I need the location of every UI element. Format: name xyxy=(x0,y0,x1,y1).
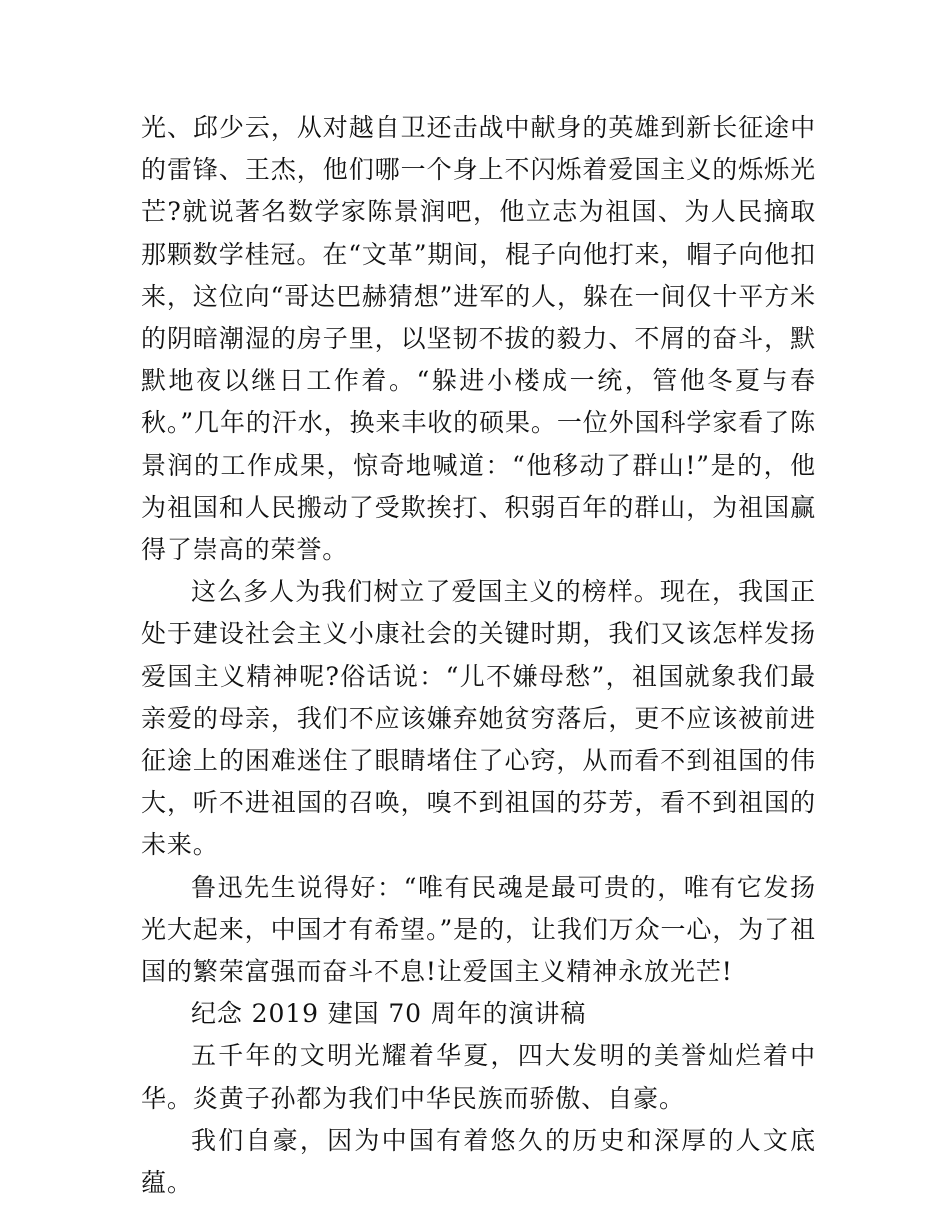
paragraph-lu-xun-quote: 鲁迅先生说得好：“唯有民魂是最可贵的，唯有它发扬光大起来，中国才有希望。”是的，让我们万众一心，为了祖国的繁荣富强而奋斗不息!让爱国主义精神永放光芒! xyxy=(141,872,816,987)
section-title: 纪念 2019 建国 70 周年的演讲稿 xyxy=(191,999,587,1029)
paragraph-five-thousand-years: 五千年的文明光耀着华夏，四大发明的美誉灿烂着中华。炎黄子孙都为我们中华民族而骄傲、自豪。 xyxy=(141,1041,816,1113)
paragraph-we-are-proud: 我们自豪，因为中国有着悠久的历史和深厚的人文底蕴。 xyxy=(141,1125,816,1198)
paragraph-patriotism-example: 这么多人为我们树立了爱国主义的榜样。现在，我国正处于建设社会主义小康社会的关键时期，我们又该怎样发扬爱国主义精神呢?俗话说：“儿不嫌母愁”，祖国就象我们最亲爱的母亲，我们不应该嫌弃她贫穷落后，更不应该被前进征途上的困难迷住了眼睛堵住了心窍，从而看不到祖国的伟大，听不进祖国的召唤，嗅不到祖国的芬芳，看不到祖国的未来。 xyxy=(141,577,816,860)
document-body xyxy=(141,107,816,1204)
paragraph-chen-jingrun: 光、邱少云，从对越自卫还击战中献身的英雄到新长征途中的雷锋、王杰，他们哪一个身上不闪烁着爱国主义的烁烁光芒?就说著名数学家陈景润吧，他立志为祖国、为人民摘取那颗数学桂冠。在“文革”期间，棍子向他打来，帽子向他扣来，这位向“哥达巴赫猜想”进军的人，躲在一间仅十平方米的阴暗潮湿的房子里，以坚韧不拔的毅力、不屑的奋斗，默默地夜以继日工作着。“躲进小楼成一统，管他冬夏与春秋。”几年的汗水，换来丰收的硕果。一位外国科学家看了陈景润的工作成果，惊奇地喊道：“他移动了群山!”是的，他为祖国和人民搬动了受欺挨打、积弱百年的群山，为祖国赢得了崇高的荣誉。 xyxy=(141,113,816,565)
